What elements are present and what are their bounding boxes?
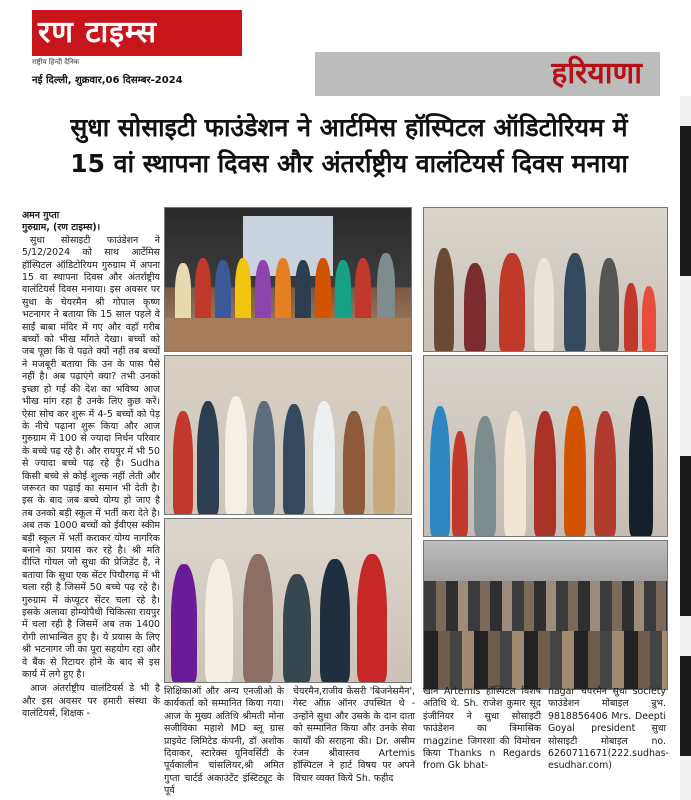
photo-magazine-release: [423, 355, 668, 537]
headline-line-1: सुधा सोसाइटी फाउंडेशन ने आर्टमिस हॉस्पिटल ऑडिटोरियम में: [70, 113, 628, 142]
headline-line-2: 15 वां स्थापना दिवस और अंतर्राष्ट्रीय वालंटियर्स दिवस मनाया: [70, 149, 628, 178]
dateline: नई दिल्ली, शुक्रवार,06 दिसम्बर-2024: [32, 75, 183, 86]
article-paragraph: आज अंतर्राष्ट्रीय वालंटियर्स डे भी है और इस अवसर पर हमारी संस्था के वालंटियर्स, शिक्षक -: [22, 683, 160, 720]
article-column-4: खान Artemis हॉस्पिटल विशेष अतिथि थे. Sh. राजेश कुमार सूद इंजीनियर ने सुधा सोसाइटी फाउंडेशन का त्रिमासिक magzine जिगरशा की विमोचन किया Thanks n Regards from Gk bhat-: [423, 686, 541, 772]
section-band: [315, 52, 660, 96]
article-column-2: शिक्षिकाओं और अन्य एनजीओ के कार्यकर्ता को सम्मानित किया गया। आज के मुख्य अतिथि श्रीमती मोना सजीविका महाशे MD ब्लू ग्रास प्राइवेट लिमिटेड कंपनी, डॉ अशोक दिवाकर, स्टारेक्स यूनिवर्सिटी के पूर्वकालीन चांसलियर,श्री अमित गुप्ता चार्टर्ड अकाउंटेंट इंस्टिट्यूट के पूर्व: [164, 686, 284, 797]
article-column-5: nagar चेयरमैन सुधा society फाउंडेशन मोबाइल न्रुभ. 9818856406 Mrs. Deepti Goyal president सुधा सोसाइटी मोबाइल no. 6260711671(222.sudhas-esudhar.com): [548, 686, 669, 772]
photo-presentation: [164, 355, 412, 515]
adjacent-page-edge: [680, 96, 691, 800]
photo-group-stage: [164, 207, 412, 352]
logo-subtitle: राष्ट्रीय हिन्दी दैनिक: [32, 56, 242, 68]
headline: [24, 110, 674, 182]
article-paragraph: सुधा सोसाइटी फाउंडेशन ने 5/12/2024 को साथ आर्टेमिस हॉस्पिटल ऑडिटोरियम गुरुग्राम में अपना 15 वा स्थापना दिवस और अंतर्राष्ट्रीय वालंटियर्स दिवस मनाया। इस अवसर पर सुधा के चेयरमैन श्री गोपाल कृष्ण भटनागर ने बताया कि 15 साल पहले वे साईं बाबा मंदिर में गए और वहाँ गरीब बच्चों को भीख माँगते देखा। बच्चों को जब पूछा कि वे पढ़ते क्यों नहीं तब बच्चों ने मजबूरी बताया कि उन के पास पैसे नहीं है। अब पढ़ाएंगे क्या? तभी उनको इच्छा हो गई की देश का भविष्य आज भीख मांग रहा है उनके लिए कुछ करें। ऐसा सोच कर शुरू में 4-5 बच्चों को पेड़ के नीचे पढ़ाना शुरू किया और आज गुरुग्राम में 100 से ज्यादा निर्धन परिवार के बच्चे पढ़ रहे है। और रायपुर में भी 50 से ज्यादा बच्चे पढ़ रहे है। Sudha किसी बच्चे से कोई शुल्क नहीं लेती और जरूरत का पढ़ाई का समान भी देती है। इस के बाद जब बच्चे योग्य हो जाए है तब उनको बड़ी स्कूल में भर्ती करा देते है। अब तक 1000 बच्चों को ईवीएस स्कीम बड़ी स्कूल में भर्ती कराकर योग्य नागरिक बनाने का प्रयास कर रहे है। श्री मति दीप्ति गोयल जो सुधा की प्रेजिडेंट है, ने बताया कि सुधा एक सेंटर पियौरगढ़ में भी चला रही है जिसमें 50 बच्चे पढ़ रहे है। गुरुग्राम में कंप्यूटर सेंटर चला रहे है। इसके अलावा होम्योपैथी चिकित्सा रायपुर में चला रही है जिसमें अब तक 1400 रोगी लाभान्वित हुए है। ये प्रयास के लिए श्री भटनागर जी का पूरा सहयोग रहा और वे बैंक से रिटायर होने के बाद से इस कार्य में लगे हुए है।: [22, 234, 160, 681]
photo-audience: [423, 540, 668, 690]
photo-award: [423, 207, 668, 352]
photo-honouring: [164, 518, 412, 683]
byline-name: अमन गुप्ता: [22, 210, 60, 221]
byline-place: गुरुग्राम, (रण टाइम्स)।: [22, 222, 101, 234]
article-left-column: [22, 210, 160, 723]
article-column-3: चेयरमैन,राजीव केसरी 'बिजनेसमैन', गेस्ट ऑफ़ ऑनर उपस्थित थे - उन्होंने सुधा और उसके के दान दाता को सम्मानित किया और उनके सेवा कार्यों की सराहना की। Dr. असीम रंजन श्रीवास्तव Artemis हॉस्पिटल ने हार्ट विषय पर अपने विचार व्यक्त किये Sh. फहीद: [293, 686, 415, 784]
masthead: [32, 10, 242, 94]
section-title: हरियाणा: [551, 56, 642, 91]
newspaper-logo: रण टाइम्स: [32, 10, 242, 56]
